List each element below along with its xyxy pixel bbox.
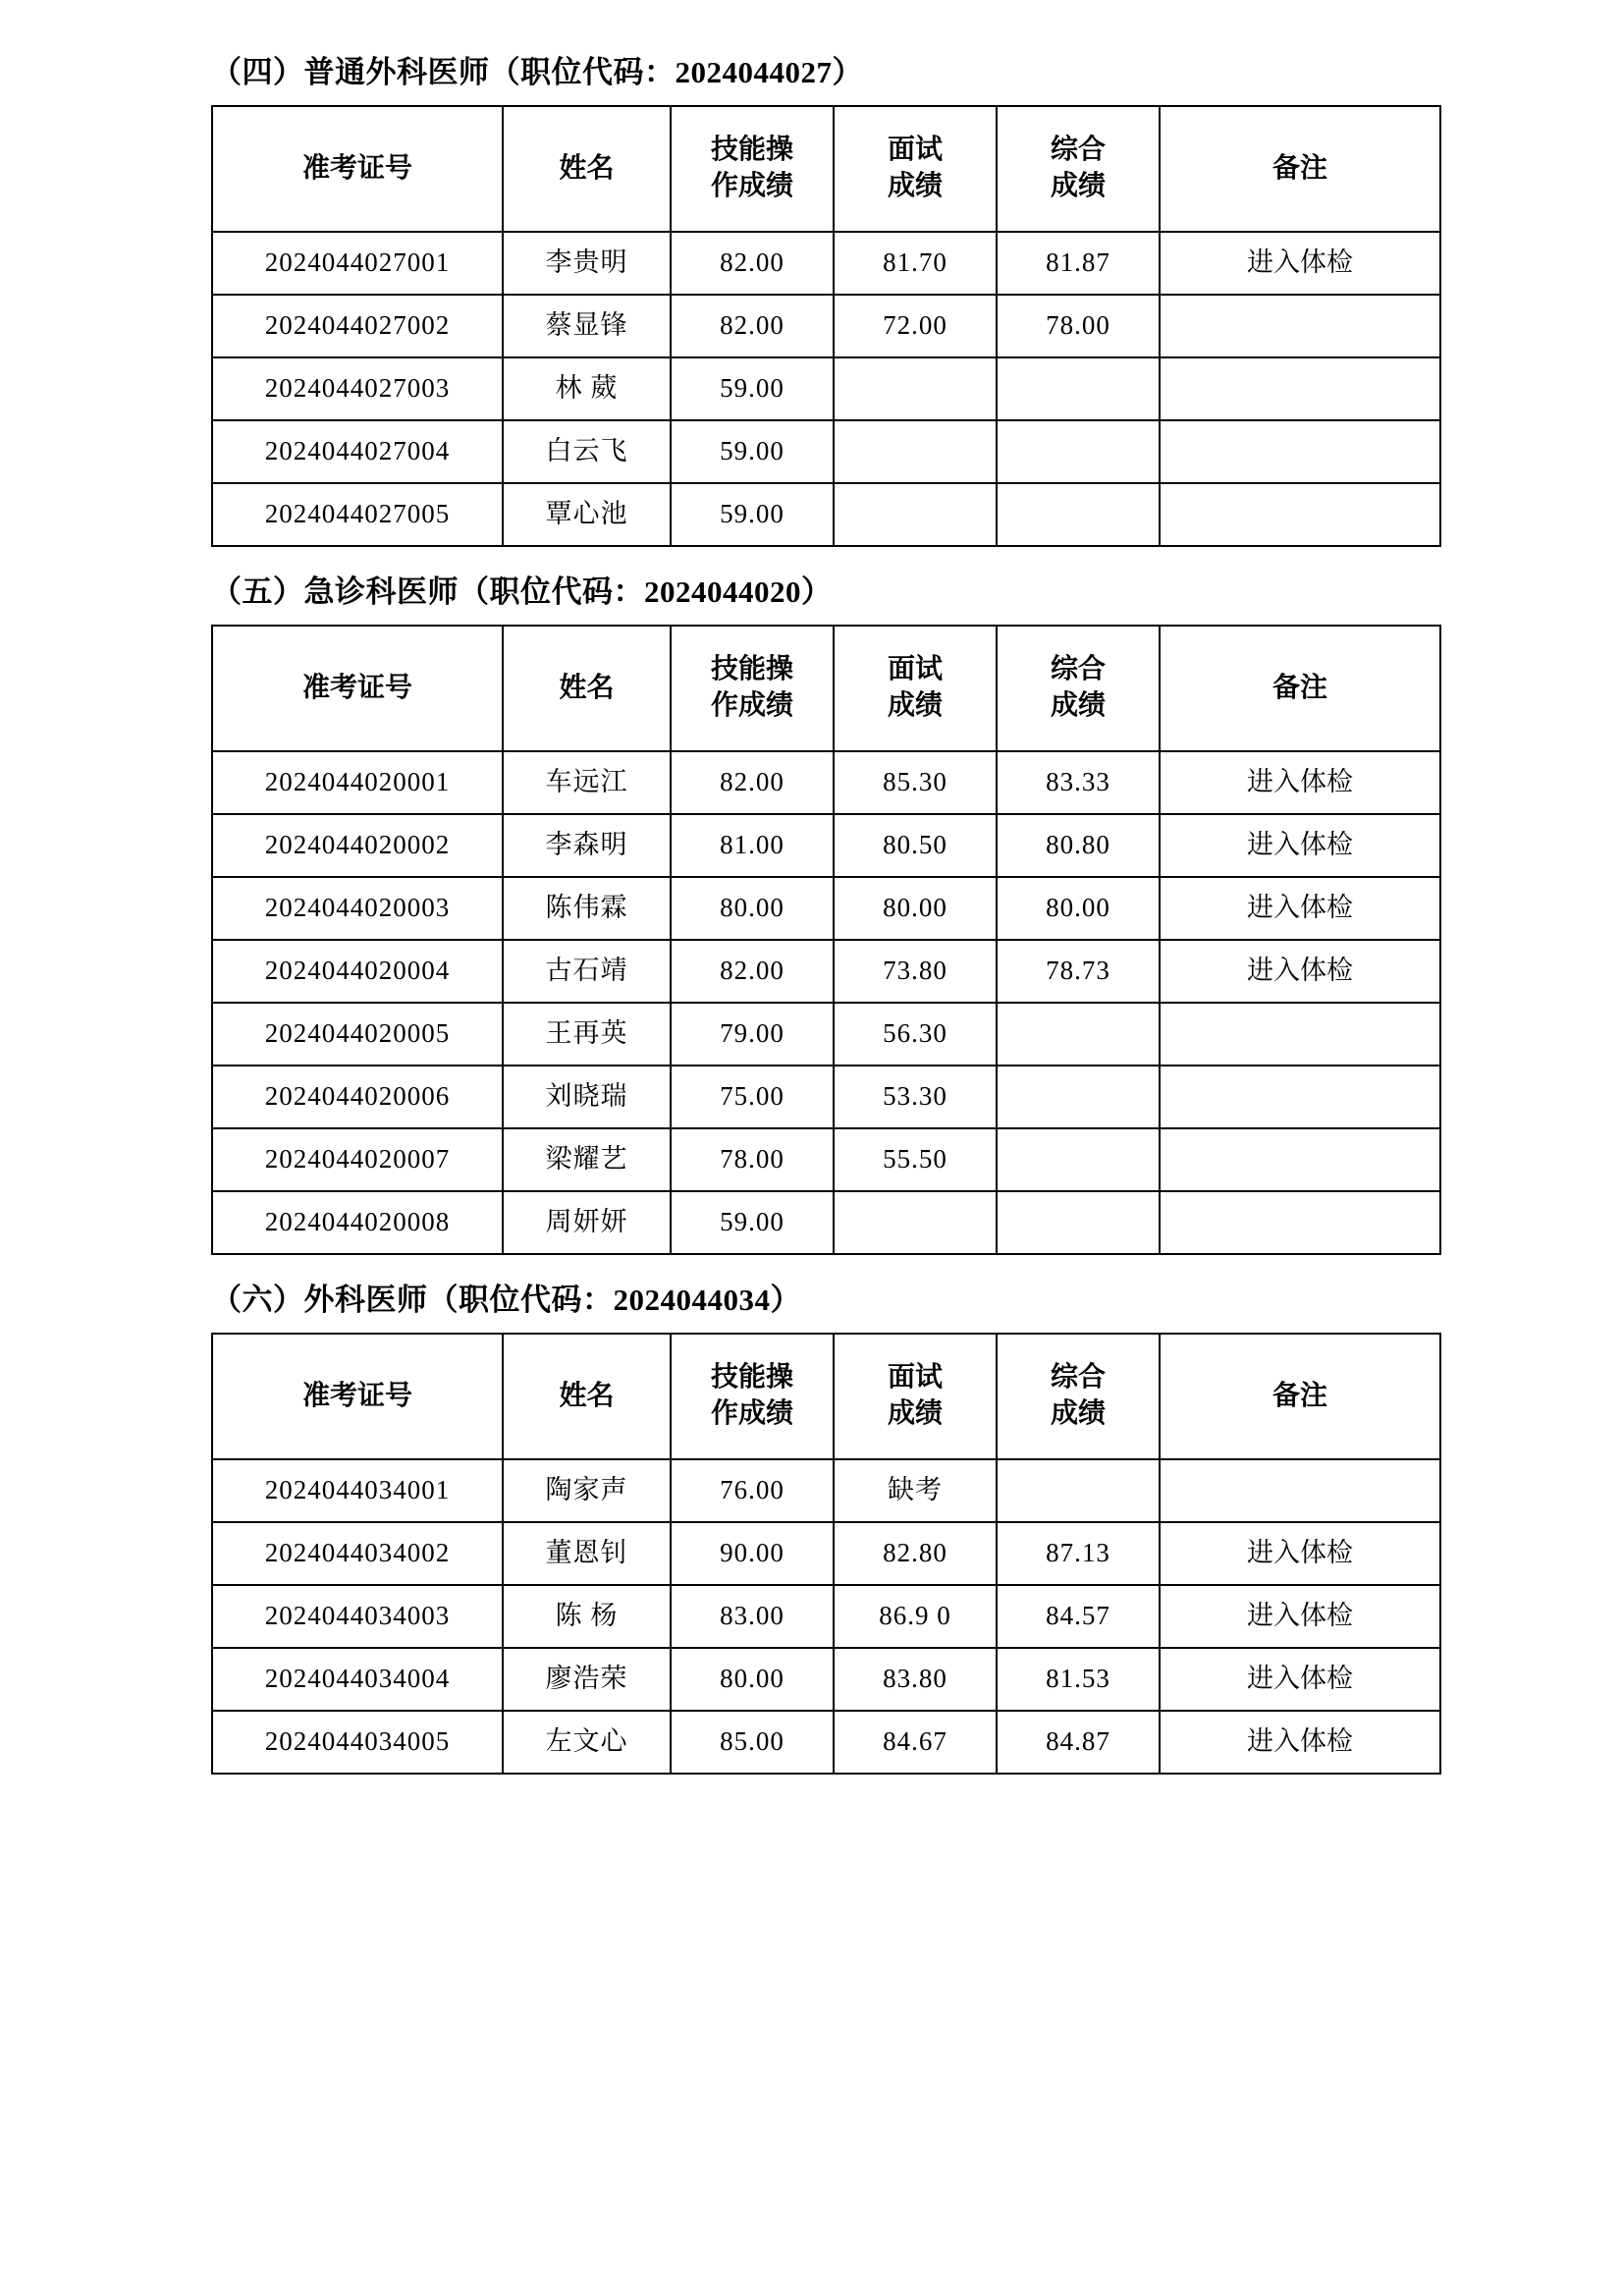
table-row	[212, 1191, 1440, 1254]
column-header-skill-score	[671, 106, 834, 232]
cell-note: 进入体检	[1160, 940, 1440, 1003]
cell-skill-score: 75.00	[671, 1066, 834, 1128]
column-header-skill-score-line: 作成绩	[710, 690, 793, 721]
table-row	[212, 940, 1440, 1003]
column-header-name	[503, 106, 671, 232]
cell-name: 覃心池	[503, 483, 671, 546]
cell-skill-score: 76.00	[671, 1459, 834, 1522]
cell-name: 李贵明	[503, 232, 671, 295]
cell-note: 进入体检	[1160, 877, 1440, 940]
cell-skill-score: 59.00	[671, 1191, 834, 1254]
cell-admission-id: 2024044020008	[212, 1191, 503, 1254]
table-row	[212, 1003, 1440, 1066]
table-row	[212, 1522, 1440, 1585]
cell-interview-score: 55.50	[834, 1128, 997, 1191]
cell-total-score	[997, 1003, 1160, 1066]
cell-skill-score: 59.00	[671, 420, 834, 483]
cell-note	[1160, 483, 1440, 546]
table-row	[212, 232, 1440, 295]
cell-interview-score: 53.30	[834, 1066, 997, 1128]
cell-skill-score: 59.00	[671, 483, 834, 546]
column-header-skill-score	[671, 1334, 834, 1459]
column-header-interview-score	[834, 626, 997, 751]
cell-interview-score: 86.9 0	[834, 1585, 997, 1648]
column-header-note	[1160, 626, 1440, 751]
cell-name: 古石靖	[503, 940, 671, 1003]
column-header-note-line: 备注	[1271, 152, 1327, 184]
column-header-total-score	[997, 106, 1160, 232]
column-header-skill-score-line: 技能操	[710, 654, 793, 685]
table-row	[212, 483, 1440, 546]
cell-total-score	[997, 420, 1160, 483]
cell-skill-score: 81.00	[671, 814, 834, 877]
cell-interview-score: 56.30	[834, 1003, 997, 1066]
cell-name: 周妍妍	[503, 1191, 671, 1254]
table-row	[212, 814, 1440, 877]
cell-name: 董恩钊	[503, 1522, 671, 1585]
cell-admission-id: 2024044027005	[212, 483, 503, 546]
cell-total-score: 87.13	[997, 1522, 1160, 1585]
cell-admission-id: 2024044020003	[212, 877, 503, 940]
column-header-skill-score-line: 作成绩	[710, 171, 793, 201]
column-header-note-line: 备注	[1271, 672, 1327, 703]
column-header-total-score-line: 成绩	[1050, 690, 1106, 721]
table-header-row	[212, 626, 1440, 751]
score-table	[211, 625, 1441, 1255]
column-header-name-line: 姓名	[559, 1380, 615, 1411]
section-title: （五）急诊科医师（职位代码：2024044020）	[211, 574, 833, 609]
cell-name: 李森明	[503, 814, 671, 877]
cell-total-score: 83.33	[997, 751, 1160, 814]
cell-name: 廖浩荣	[503, 1648, 671, 1711]
cell-skill-score: 78.00	[671, 1128, 834, 1191]
cell-name: 左文心	[503, 1711, 671, 1774]
column-header-total-score-line: 成绩	[1050, 1398, 1106, 1429]
cell-total-score: 80.80	[997, 814, 1160, 877]
cell-skill-score: 80.00	[671, 1648, 834, 1711]
cell-total-score	[997, 357, 1160, 420]
cell-interview-score	[834, 357, 997, 420]
cell-note	[1160, 1191, 1440, 1254]
cell-interview-score	[834, 420, 997, 483]
cell-skill-score: 90.00	[671, 1522, 834, 1585]
cell-skill-score: 85.00	[671, 1711, 834, 1774]
cell-name: 陈伟霖	[503, 877, 671, 940]
table-row	[212, 1711, 1440, 1774]
column-header-skill-score	[671, 626, 834, 751]
cell-admission-id: 2024044034004	[212, 1648, 503, 1711]
cell-admission-id: 2024044034002	[212, 1522, 503, 1585]
cell-total-score: 78.00	[997, 295, 1160, 357]
table-row	[212, 420, 1440, 483]
column-header-admission-id	[212, 626, 503, 751]
column-header-name-line: 姓名	[559, 152, 615, 184]
column-header-interview-score	[834, 106, 997, 232]
table-row	[212, 1128, 1440, 1191]
column-header-total-score-line: 综合	[1050, 654, 1106, 685]
column-header-total-score-line: 综合	[1050, 1362, 1106, 1394]
score-table	[211, 1333, 1441, 1775]
score-section	[211, 1275, 1476, 1775]
cell-admission-id: 2024044034005	[212, 1711, 503, 1774]
cell-admission-id: 2024044027001	[212, 232, 503, 295]
column-header-note-line: 备注	[1271, 1380, 1327, 1411]
cell-note	[1160, 357, 1440, 420]
cell-interview-score: 81.70	[834, 232, 997, 295]
cell-note	[1160, 1003, 1440, 1066]
column-header-skill-score-line: 技能操	[710, 135, 793, 166]
cell-total-score	[997, 1459, 1160, 1522]
score-table	[211, 105, 1441, 547]
cell-skill-score: 83.00	[671, 1585, 834, 1648]
cell-interview-score: 缺考	[834, 1459, 997, 1522]
cell-note: 进入体检	[1160, 1711, 1440, 1774]
cell-name: 王再英	[503, 1003, 671, 1066]
table-row	[212, 877, 1440, 940]
cell-skill-score: 59.00	[671, 357, 834, 420]
cell-name: 林 葳	[503, 357, 671, 420]
column-header-total-score-line: 综合	[1050, 135, 1106, 166]
cell-interview-score: 83.80	[834, 1648, 997, 1711]
score-section	[211, 567, 1476, 1255]
sections-container	[211, 47, 1476, 1775]
cell-admission-id: 2024044020005	[212, 1003, 503, 1066]
section-title: （四）普通外科医师（职位代码：2024044027）	[211, 55, 863, 89]
cell-total-score: 78.73	[997, 940, 1160, 1003]
cell-name: 梁耀艺	[503, 1128, 671, 1191]
cell-admission-id: 2024044020006	[212, 1066, 503, 1128]
column-header-interview-score	[834, 1334, 997, 1459]
column-header-interview-score-line: 成绩	[887, 171, 943, 201]
table-row	[212, 1585, 1440, 1648]
table-row	[212, 357, 1440, 420]
cell-note: 进入体检	[1160, 814, 1440, 877]
table-row	[212, 751, 1440, 814]
column-header-skill-score-line: 作成绩	[710, 1398, 793, 1429]
cell-note: 进入体检	[1160, 751, 1440, 814]
cell-note: 进入体检	[1160, 1648, 1440, 1711]
cell-admission-id: 2024044027003	[212, 357, 503, 420]
cell-note: 进入体检	[1160, 1585, 1440, 1648]
cell-name: 蔡显锋	[503, 295, 671, 357]
cell-name: 车远江	[503, 751, 671, 814]
score-section	[211, 47, 1476, 547]
cell-interview-score: 73.80	[834, 940, 997, 1003]
column-header-name	[503, 1334, 671, 1459]
column-header-note	[1160, 106, 1440, 232]
cell-name: 陶家声	[503, 1459, 671, 1522]
cell-skill-score: 82.00	[671, 232, 834, 295]
cell-skill-score: 82.00	[671, 295, 834, 357]
column-header-total-score	[997, 626, 1160, 751]
table-row	[212, 1648, 1440, 1711]
section-title: （六）外科医师（职位代码：2024044034）	[211, 1283, 801, 1317]
cell-name: 刘晓瑞	[503, 1066, 671, 1128]
cell-admission-id: 2024044034001	[212, 1459, 503, 1522]
cell-total-score	[997, 1128, 1160, 1191]
column-header-admission-id	[212, 106, 503, 232]
table-row	[212, 1459, 1440, 1522]
cell-note: 进入体检	[1160, 232, 1440, 295]
cell-total-score	[997, 1066, 1160, 1128]
table-header-row	[212, 106, 1440, 232]
column-header-skill-score-line: 技能操	[710, 1362, 793, 1394]
column-header-total-score	[997, 1334, 1160, 1459]
cell-note	[1160, 1066, 1440, 1128]
cell-total-score: 81.53	[997, 1648, 1160, 1711]
cell-name: 陈 杨	[503, 1585, 671, 1648]
column-header-admission-id-line: 准考证号	[301, 152, 412, 184]
cell-skill-score: 80.00	[671, 877, 834, 940]
cell-interview-score: 80.50	[834, 814, 997, 877]
table-row	[212, 1066, 1440, 1128]
column-header-name-line: 姓名	[559, 672, 615, 703]
cell-skill-score: 82.00	[671, 940, 834, 1003]
column-header-admission-id	[212, 1334, 503, 1459]
cell-admission-id: 2024044027002	[212, 295, 503, 357]
cell-interview-score	[834, 483, 997, 546]
cell-interview-score: 72.00	[834, 295, 997, 357]
cell-admission-id: 2024044020002	[212, 814, 503, 877]
column-header-interview-score-line: 成绩	[887, 1398, 943, 1429]
cell-interview-score: 85.30	[834, 751, 997, 814]
column-header-note	[1160, 1334, 1440, 1459]
cell-admission-id: 2024044020001	[212, 751, 503, 814]
cell-interview-score: 80.00	[834, 877, 997, 940]
cell-interview-score	[834, 1191, 997, 1254]
cell-note	[1160, 295, 1440, 357]
cell-skill-score: 82.00	[671, 751, 834, 814]
cell-total-score	[997, 1191, 1160, 1254]
column-header-interview-score-line: 成绩	[887, 690, 943, 721]
cell-note	[1160, 420, 1440, 483]
table-row	[212, 295, 1440, 357]
column-header-name	[503, 626, 671, 751]
cell-note: 进入体检	[1160, 1522, 1440, 1585]
column-header-total-score-line: 成绩	[1050, 171, 1106, 201]
table-header-row	[212, 1334, 1440, 1459]
cell-note	[1160, 1459, 1440, 1522]
column-header-admission-id-line: 准考证号	[301, 1380, 412, 1411]
cell-interview-score: 82.80	[834, 1522, 997, 1585]
column-header-admission-id-line: 准考证号	[301, 672, 412, 703]
cell-note	[1160, 1128, 1440, 1191]
cell-admission-id: 2024044027004	[212, 420, 503, 483]
column-header-interview-score-line: 面试	[887, 654, 943, 685]
cell-total-score	[997, 483, 1160, 546]
cell-admission-id: 2024044034003	[212, 1585, 503, 1648]
column-header-interview-score-line: 面试	[887, 1362, 943, 1394]
cell-total-score: 84.57	[997, 1585, 1160, 1648]
cell-admission-id: 2024044020004	[212, 940, 503, 1003]
cell-total-score: 81.87	[997, 232, 1160, 295]
cell-total-score: 84.87	[997, 1711, 1160, 1774]
cell-admission-id: 2024044020007	[212, 1128, 503, 1191]
cell-interview-score: 84.67	[834, 1711, 997, 1774]
cell-name: 白云飞	[503, 420, 671, 483]
cell-skill-score: 79.00	[671, 1003, 834, 1066]
column-header-interview-score-line: 面试	[887, 135, 943, 166]
cell-total-score: 80.00	[997, 877, 1160, 940]
